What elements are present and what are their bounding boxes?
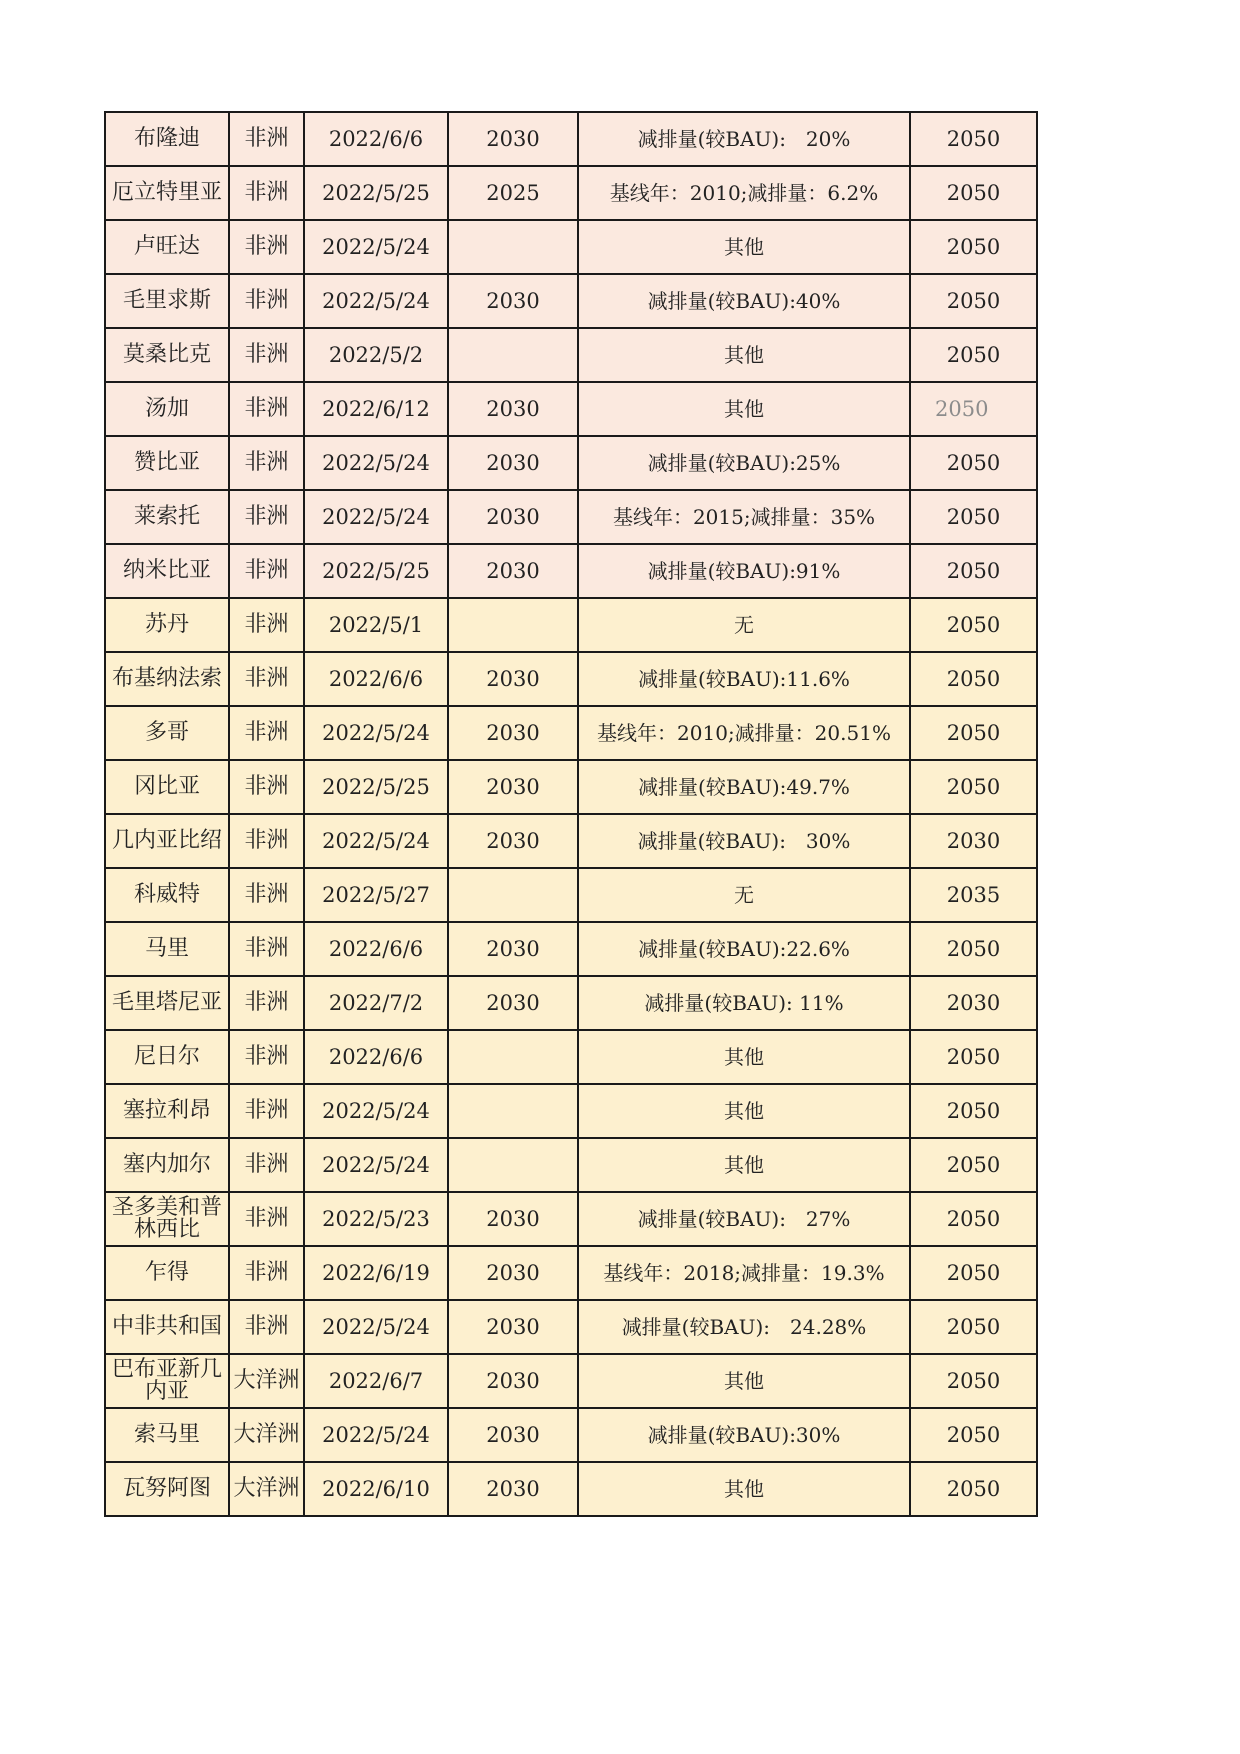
date-cell[interactable]: 2022/6/6 — [304, 922, 448, 976]
country-cell[interactable]: 汤加 — [105, 382, 229, 436]
target-year-cell[interactable] — [448, 1138, 578, 1192]
target-year-cell[interactable]: 2030 — [448, 1462, 578, 1516]
reduction-target-cell[interactable]: 减排量(较BAU):40% — [578, 274, 910, 328]
continent-cell[interactable]: 非洲 — [229, 436, 304, 490]
country-cell[interactable]: 纳米比亚 — [105, 544, 229, 598]
continent-cell[interactable]: 非洲 — [229, 760, 304, 814]
continent-cell[interactable]: 非洲 — [229, 1138, 304, 1192]
neutrality-year-cell[interactable]: 2050 — [910, 706, 1037, 760]
neutrality-year-cell[interactable]: 2050 — [910, 1138, 1037, 1192]
neutrality-year-cell[interactable]: 2050 — [910, 1300, 1037, 1354]
country-cell[interactable]: 塞内加尔 — [105, 1138, 229, 1192]
country-cell[interactable]: 几内亚比绍 — [105, 814, 229, 868]
reduction-target-cell[interactable]: 无 — [578, 868, 910, 922]
neutrality-year-cell[interactable]: 2050 — [910, 220, 1037, 274]
reduction-target-cell[interactable]: 减排量(较BAU): 27% — [578, 1192, 910, 1246]
table-row — [105, 274, 1037, 328]
table-row — [105, 706, 1037, 760]
reduction-target-cell[interactable]: 基线年：2010;减排量：6.2% — [578, 166, 910, 220]
date-cell[interactable]: 2022/5/25 — [304, 544, 448, 598]
date-cell[interactable]: 2022/5/24 — [304, 274, 448, 328]
continent-cell[interactable]: 大洋洲 — [229, 1462, 304, 1516]
target-year-cell[interactable]: 2030 — [448, 1354, 578, 1408]
continent-cell[interactable]: 非洲 — [229, 544, 304, 598]
target-year-cell[interactable]: 2030 — [448, 1192, 578, 1246]
date-cell[interactable]: 2022/5/24 — [304, 490, 448, 544]
target-year-cell[interactable] — [448, 598, 578, 652]
reduction-target-cell[interactable]: 其他 — [578, 1462, 910, 1516]
continent-cell[interactable]: 非洲 — [229, 1300, 304, 1354]
country-cell[interactable]: 中非共和国 — [105, 1300, 229, 1354]
neutrality-year-cell[interactable]: 2030 — [910, 976, 1037, 1030]
date-cell[interactable]: 2022/5/1 — [304, 598, 448, 652]
country-cell[interactable]: 毛里求斯 — [105, 274, 229, 328]
reduction-target-cell[interactable]: 基线年：2018;减排量：19.3% — [578, 1246, 910, 1300]
continent-cell[interactable]: 非洲 — [229, 922, 304, 976]
table-row — [105, 382, 1037, 436]
date-cell[interactable]: 2022/7/2 — [304, 976, 448, 1030]
target-year-cell[interactable]: 2030 — [448, 1246, 578, 1300]
country-cell[interactable]: 尼日尔 — [105, 1030, 229, 1084]
country-cell[interactable]: 莫桑比克 — [105, 328, 229, 382]
date-cell[interactable]: 2022/6/6 — [304, 112, 448, 166]
country-targets-table — [104, 111, 1038, 1517]
continent-cell[interactable]: 非洲 — [229, 1084, 304, 1138]
neutrality-year-cell[interactable]: 2050 — [910, 760, 1037, 814]
date-cell[interactable]: 2022/5/27 — [304, 868, 448, 922]
table-row — [105, 166, 1037, 220]
neutrality-year-cell[interactable]: 2050 — [910, 1030, 1037, 1084]
table-row — [105, 1246, 1037, 1300]
country-cell[interactable]: 索马里 — [105, 1408, 229, 1462]
continent-cell[interactable]: 大洋洲 — [229, 1408, 304, 1462]
continent-cell[interactable]: 非洲 — [229, 652, 304, 706]
neutrality-year-cell[interactable]: 2050 — [910, 922, 1037, 976]
neutrality-year-cell[interactable]: 2035 — [910, 868, 1037, 922]
continent-cell[interactable]: 非洲 — [229, 1030, 304, 1084]
continent-cell[interactable]: 大洋洲 — [229, 1354, 304, 1408]
target-year-cell[interactable]: 2030 — [448, 1300, 578, 1354]
table-row — [105, 1192, 1037, 1246]
table-row — [105, 220, 1037, 274]
reduction-target-cell[interactable]: 减排量(较BAU):11.6% — [578, 652, 910, 706]
continent-cell[interactable]: 非洲 — [229, 976, 304, 1030]
neutrality-year-cell[interactable]: 2050 — [910, 1408, 1037, 1462]
reduction-target-cell[interactable]: 其他 — [578, 220, 910, 274]
country-cell[interactable]: 巴布亚新几内亚 — [105, 1354, 229, 1408]
reduction-target-cell[interactable]: 减排量(较BAU):91% — [578, 544, 910, 598]
target-year-cell[interactable] — [448, 1084, 578, 1138]
neutrality-year-cell[interactable]: 2050 — [910, 544, 1037, 598]
neutrality-year-cell[interactable]: 2050 — [910, 382, 1037, 436]
date-cell[interactable]: 2022/6/12 — [304, 382, 448, 436]
target-year-cell[interactable] — [448, 1030, 578, 1084]
neutrality-year-cell[interactable]: 2050 — [910, 1354, 1037, 1408]
neutrality-year-cell[interactable]: 2050 — [910, 1192, 1037, 1246]
table-row — [105, 814, 1037, 868]
target-year-cell[interactable]: 2030 — [448, 112, 578, 166]
target-year-cell[interactable]: 2025 — [448, 166, 578, 220]
table-row — [105, 1408, 1037, 1462]
continent-cell[interactable]: 非洲 — [229, 112, 304, 166]
date-cell[interactable]: 2022/6/10 — [304, 1462, 448, 1516]
neutrality-year-cell[interactable]: 2050 — [910, 598, 1037, 652]
date-cell[interactable]: 2022/6/7 — [304, 1354, 448, 1408]
reduction-target-cell[interactable]: 基线年：2010;减排量：20.51% — [578, 706, 910, 760]
table-row — [105, 112, 1037, 166]
date-cell[interactable]: 2022/5/2 — [304, 328, 448, 382]
date-cell[interactable]: 2022/5/23 — [304, 1192, 448, 1246]
date-cell[interactable]: 2022/5/24 — [304, 436, 448, 490]
neutrality-year-cell[interactable]: 2050 — [910, 274, 1037, 328]
table-row — [105, 1354, 1037, 1408]
target-year-cell[interactable]: 2030 — [448, 490, 578, 544]
table-row — [105, 1462, 1037, 1516]
reduction-target-cell[interactable]: 减排量(较BAU):30% — [578, 1408, 910, 1462]
continent-cell[interactable]: 非洲 — [229, 220, 304, 274]
target-year-cell[interactable]: 2030 — [448, 976, 578, 1030]
table-row — [105, 922, 1037, 976]
country-cell[interactable]: 瓦努阿图 — [105, 1462, 229, 1516]
continent-cell[interactable]: 非洲 — [229, 598, 304, 652]
reduction-target-cell[interactable]: 减排量(较BAU): 20% — [578, 112, 910, 166]
table-row — [105, 1300, 1037, 1354]
neutrality-year-cell[interactable]: 2050 — [910, 652, 1037, 706]
country-cell[interactable]: 冈比亚 — [105, 760, 229, 814]
country-cell[interactable]: 多哥 — [105, 706, 229, 760]
target-year-cell[interactable]: 2030 — [448, 652, 578, 706]
date-cell[interactable]: 2022/5/24 — [304, 220, 448, 274]
date-cell[interactable]: 2022/5/24 — [304, 1138, 448, 1192]
reduction-target-cell[interactable]: 减排量(较BAU):49.7% — [578, 760, 910, 814]
country-cell[interactable]: 乍得 — [105, 1246, 229, 1300]
continent-cell[interactable]: 非洲 — [229, 1192, 304, 1246]
continent-cell[interactable]: 非洲 — [229, 328, 304, 382]
target-year-cell[interactable]: 2030 — [448, 706, 578, 760]
reduction-target-cell[interactable]: 基线年：2015;减排量：35% — [578, 490, 910, 544]
country-cell[interactable]: 布隆迪 — [105, 112, 229, 166]
country-cell[interactable]: 塞拉利昂 — [105, 1084, 229, 1138]
neutrality-year-cell[interactable]: 2050 — [910, 1084, 1037, 1138]
table-row — [105, 1084, 1037, 1138]
date-cell[interactable]: 2022/6/19 — [304, 1246, 448, 1300]
target-year-cell[interactable]: 2030 — [448, 760, 578, 814]
reduction-target-cell[interactable]: 其他 — [578, 1030, 910, 1084]
date-cell[interactable]: 2022/5/24 — [304, 1300, 448, 1354]
neutrality-year-cell[interactable]: 2050 — [910, 436, 1037, 490]
country-cell[interactable]: 厄立特里亚 — [105, 166, 229, 220]
date-cell[interactable]: 2022/5/25 — [304, 166, 448, 220]
continent-cell[interactable]: 非洲 — [229, 274, 304, 328]
target-year-cell[interactable]: 2030 — [448, 922, 578, 976]
reduction-target-cell[interactable]: 减排量(较BAU):25% — [578, 436, 910, 490]
continent-cell[interactable]: 非洲 — [229, 868, 304, 922]
table-body — [105, 112, 1037, 1516]
table-row — [105, 1138, 1037, 1192]
date-cell[interactable]: 2022/5/25 — [304, 760, 448, 814]
continent-cell[interactable]: 非洲 — [229, 1246, 304, 1300]
table-row — [105, 598, 1037, 652]
target-year-cell[interactable] — [448, 868, 578, 922]
neutrality-year-cell[interactable]: 2050 — [910, 328, 1037, 382]
table-row — [105, 544, 1037, 598]
neutrality-year-cell[interactable]: 2050 — [910, 166, 1037, 220]
country-cell[interactable]: 莱索托 — [105, 490, 229, 544]
continent-cell[interactable]: 非洲 — [229, 814, 304, 868]
target-year-cell[interactable]: 2030 — [448, 382, 578, 436]
country-cell[interactable]: 马里 — [105, 922, 229, 976]
continent-cell[interactable]: 非洲 — [229, 706, 304, 760]
table-row — [105, 760, 1037, 814]
target-year-cell[interactable]: 2030 — [448, 436, 578, 490]
table-row — [105, 1030, 1037, 1084]
reduction-target-cell[interactable]: 减排量(较BAU): 30% — [578, 814, 910, 868]
table-row — [105, 976, 1037, 1030]
target-year-cell[interactable]: 2030 — [448, 274, 578, 328]
reduction-target-cell[interactable]: 其他 — [578, 1084, 910, 1138]
target-year-cell[interactable] — [448, 220, 578, 274]
reduction-target-cell[interactable]: 减排量(较BAU): 11% — [578, 976, 910, 1030]
date-cell[interactable]: 2022/5/24 — [304, 1084, 448, 1138]
date-cell[interactable]: 2022/6/6 — [304, 652, 448, 706]
table-row — [105, 436, 1037, 490]
neutrality-year-cell[interactable]: 2050 — [910, 112, 1037, 166]
continent-cell[interactable]: 非洲 — [229, 382, 304, 436]
reduction-target-cell[interactable]: 其他 — [578, 1138, 910, 1192]
continent-cell[interactable]: 非洲 — [229, 166, 304, 220]
country-cell[interactable]: 毛里塔尼亚 — [105, 976, 229, 1030]
reduction-target-cell[interactable]: 其他 — [578, 328, 910, 382]
country-cell[interactable]: 布基纳法索 — [105, 652, 229, 706]
country-cell[interactable]: 苏丹 — [105, 598, 229, 652]
table-row — [105, 328, 1037, 382]
target-year-cell[interactable]: 2030 — [448, 814, 578, 868]
neutrality-year-cell[interactable]: 2030 — [910, 814, 1037, 868]
target-year-cell[interactable]: 2030 — [448, 1408, 578, 1462]
reduction-target-cell[interactable]: 其他 — [578, 382, 910, 436]
date-cell[interactable]: 2022/6/6 — [304, 1030, 448, 1084]
country-cell[interactable]: 科威特 — [105, 868, 229, 922]
table-row — [105, 868, 1037, 922]
country-cell[interactable]: 赞比亚 — [105, 436, 229, 490]
reduction-target-cell[interactable]: 减排量(较BAU):22.6% — [578, 922, 910, 976]
country-cell[interactable]: 卢旺达 — [105, 220, 229, 274]
neutrality-year-cell[interactable]: 2050 — [910, 490, 1037, 544]
date-cell[interactable]: 2022/5/24 — [304, 814, 448, 868]
table-row — [105, 490, 1037, 544]
neutrality-year-cell[interactable]: 2050 — [910, 1462, 1037, 1516]
table-row — [105, 652, 1037, 706]
target-year-cell[interactable] — [448, 328, 578, 382]
reduction-target-cell[interactable]: 其他 — [578, 1354, 910, 1408]
continent-cell[interactable]: 非洲 — [229, 490, 304, 544]
reduction-target-cell[interactable]: 无 — [578, 598, 910, 652]
country-cell[interactable]: 圣多美和普林西比 — [105, 1192, 229, 1246]
date-cell[interactable]: 2022/5/24 — [304, 1408, 448, 1462]
date-cell[interactable]: 2022/5/24 — [304, 706, 448, 760]
target-year-cell[interactable]: 2030 — [448, 544, 578, 598]
reduction-target-cell[interactable]: 减排量(较BAU): 24.28% — [578, 1300, 910, 1354]
neutrality-year-cell[interactable]: 2050 — [910, 1246, 1037, 1300]
